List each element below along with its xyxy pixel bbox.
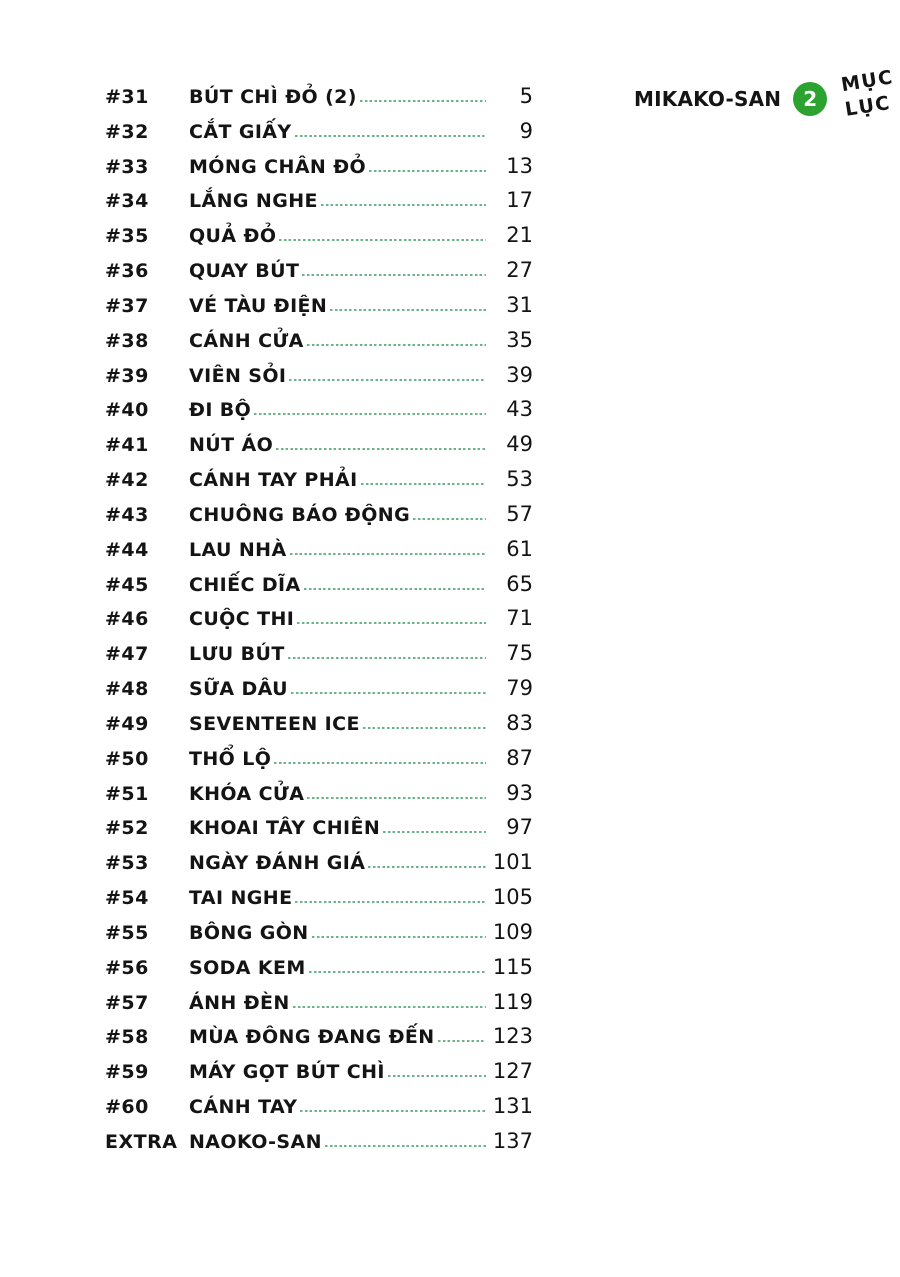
chapter-title: MÓNG CHÂN ĐỎ	[189, 155, 367, 178]
toc-entry	[105, 218, 533, 253]
page-number: 137	[492, 1128, 533, 1153]
toc-entry	[105, 1054, 533, 1089]
page-number: 105	[492, 885, 533, 910]
chapter-title: QUẢ ĐỎ	[189, 225, 277, 248]
dot-leader	[297, 622, 486, 624]
series-title: MIKAKO-SAN	[634, 87, 782, 112]
chapter-number: #51	[105, 782, 149, 805]
chapter-number: #35	[105, 225, 149, 248]
page-number: 35	[506, 327, 533, 352]
chapter-number: #53	[105, 852, 149, 875]
chapter-title: SEVENTEEN ICE	[189, 712, 360, 735]
toc-entry	[105, 532, 533, 567]
toc-label-line1: MỤC	[839, 66, 896, 97]
chapter-title: ÁNH ĐÈN	[189, 991, 290, 1014]
toc-entry	[105, 1124, 533, 1159]
chapter-title: QUAY BÚT	[189, 260, 300, 283]
dot-leader	[325, 1145, 486, 1147]
dot-leader	[289, 379, 486, 381]
chapter-number: #42	[105, 469, 149, 492]
chapter-number: #45	[105, 573, 149, 596]
toc-entry	[105, 253, 533, 288]
toc-entry	[105, 915, 533, 950]
chapter-number: #52	[105, 817, 149, 840]
dot-leader	[438, 1040, 486, 1042]
page-number: 75	[506, 641, 533, 666]
chapter-number: #41	[105, 434, 149, 457]
chapter-title: CHIẾC DĨA	[189, 573, 301, 596]
page-number: 123	[492, 1024, 533, 1049]
chapter-title: VIÊN SỎI	[189, 364, 287, 387]
dot-leader	[413, 518, 486, 520]
volume-badge	[793, 82, 827, 116]
toc-entry	[105, 810, 533, 845]
chapter-title: CÁNH TAY	[189, 1096, 298, 1119]
toc-entry	[105, 462, 533, 497]
dot-leader	[363, 727, 486, 729]
toc-entry	[105, 358, 533, 393]
toc-entry	[105, 950, 533, 985]
chapter-title: BÚT CHÌ ĐỎ (2)	[189, 86, 357, 108]
chapter-title: KHÓA CỬA	[189, 782, 305, 805]
page-number: 65	[506, 571, 533, 596]
toc-entry	[105, 671, 533, 706]
toc-entry	[105, 323, 533, 358]
page-number: 57	[506, 501, 533, 526]
page-number: 5	[519, 84, 533, 108]
dot-leader	[388, 1075, 486, 1077]
toc-entry	[105, 1019, 533, 1054]
page-number: 13	[506, 153, 533, 178]
chapter-number: #46	[105, 608, 149, 631]
page-number: 127	[492, 1059, 533, 1084]
chapter-number: #37	[105, 294, 149, 317]
chapter-title: MÙA ĐÔNG ĐANG ĐẾN	[189, 1026, 435, 1049]
page-number: 97	[506, 815, 533, 840]
chapter-number: #32	[105, 120, 149, 143]
chapter-number: #59	[105, 1061, 149, 1084]
page-number: 115	[492, 954, 533, 979]
dot-leader	[312, 936, 486, 938]
page-number: 101	[492, 850, 533, 875]
toc-entry	[105, 149, 533, 184]
page-number: 39	[506, 362, 533, 387]
dot-leader	[300, 1110, 486, 1112]
toc-entry	[105, 183, 533, 218]
toc-entry	[105, 392, 533, 427]
toc-entry	[105, 636, 533, 671]
dot-leader	[361, 483, 486, 485]
toc-entry	[105, 845, 533, 880]
chapter-number: #44	[105, 538, 149, 561]
chapter-number: #54	[105, 887, 149, 910]
dot-leader	[321, 204, 486, 206]
dot-leader	[304, 588, 486, 590]
page-number: 43	[506, 397, 533, 422]
chapter-number: #36	[105, 260, 149, 283]
page-number: 79	[506, 676, 533, 701]
dot-leader	[360, 100, 486, 102]
page-number: 53	[506, 467, 533, 492]
page-number: 109	[492, 919, 533, 944]
chapter-number: #49	[105, 712, 149, 735]
chapter-title: MÁY GỌT BÚT CHÌ	[189, 1061, 385, 1084]
dot-leader	[279, 239, 486, 241]
dot-leader	[295, 901, 485, 903]
chapter-number: #33	[105, 155, 149, 178]
page-number: 83	[506, 710, 533, 735]
toc-label-line2: LỤC	[843, 92, 893, 121]
dot-leader	[291, 692, 486, 694]
chapter-number: #58	[105, 1026, 149, 1049]
toc-entry	[105, 741, 533, 776]
page-number: 49	[506, 432, 533, 457]
page-number: 93	[506, 780, 533, 805]
dot-leader	[330, 309, 486, 311]
chapter-number: #43	[105, 503, 149, 526]
dot-leader	[368, 866, 486, 868]
page-number: 61	[506, 536, 533, 561]
chapter-number: #57	[105, 991, 149, 1014]
chapter-title: NÚT ÁO	[189, 434, 274, 457]
page-number: 17	[506, 188, 533, 213]
dot-leader	[295, 135, 486, 137]
chapter-number: #47	[105, 643, 149, 666]
toc-entry	[105, 114, 533, 149]
chapter-title: LAU NHÀ	[189, 538, 287, 561]
chapter-title: NGÀY ĐÁNH GIÁ	[189, 852, 366, 875]
toc-label	[840, 65, 900, 123]
dot-leader	[293, 1006, 486, 1008]
toc-entry	[105, 706, 533, 741]
page-number: 27	[506, 258, 533, 283]
chapter-number: #60	[105, 1096, 149, 1119]
page-number: 21	[506, 223, 533, 248]
toc-entry	[105, 880, 533, 915]
page-number: 87	[506, 745, 533, 770]
chapter-title: CẮT GIẤY	[189, 120, 292, 143]
toc-entry	[105, 985, 533, 1020]
toc-entry	[105, 1089, 533, 1124]
toc-entry	[105, 601, 533, 636]
toc-entry	[105, 288, 533, 323]
chapter-number: #40	[105, 399, 149, 422]
dot-leader	[254, 413, 486, 415]
page-number: 131	[492, 1094, 533, 1119]
volume-number: 2	[803, 87, 818, 112]
dot-leader	[290, 553, 486, 555]
chapter-number: #48	[105, 678, 149, 701]
chapter-title: KHOAI TÂY CHIÊN	[189, 817, 381, 840]
chapter-title: CÁNH TAY PHẢI	[189, 469, 358, 492]
page-number: 31	[506, 292, 533, 317]
toc-entry	[105, 776, 533, 811]
dot-leader	[309, 971, 486, 973]
chapter-number: #34	[105, 190, 149, 213]
chapter-number: #38	[105, 329, 149, 352]
chapter-title: NAOKO-SAN	[189, 1130, 322, 1153]
chapter-title: ĐI BỘ	[189, 399, 252, 422]
chapter-title: TAI NGHE	[189, 887, 293, 910]
chapter-number: #50	[105, 747, 149, 770]
chapter-title: SỮA DÂU	[189, 678, 288, 701]
chapter-title: CÁNH CỬA	[189, 329, 304, 352]
chapter-number: #31	[105, 86, 149, 108]
toc-entry	[105, 79, 533, 114]
chapter-number: #39	[105, 364, 149, 387]
chapter-number: EXTRA	[105, 1130, 178, 1153]
dot-leader	[274, 762, 486, 764]
page-header	[634, 66, 896, 121]
chapter-number: #56	[105, 956, 149, 979]
chapter-title: CUỘC THI	[189, 608, 295, 631]
chapter-title: CHUÔNG BÁO ĐỘNG	[189, 503, 411, 526]
toc-entry	[105, 427, 533, 462]
dot-leader	[302, 274, 486, 276]
chapter-number: #55	[105, 921, 149, 944]
toc-list	[105, 79, 533, 1159]
dot-leader	[383, 831, 486, 833]
dot-leader	[307, 797, 486, 799]
chapter-title: LƯU BÚT	[189, 643, 285, 666]
dot-leader	[307, 344, 486, 346]
page-number: 71	[506, 606, 533, 631]
page-number: 119	[492, 989, 533, 1014]
chapter-title: LẮNG NGHE	[189, 190, 318, 213]
chapter-title: THỔ LỘ	[189, 747, 272, 770]
chapter-title: SODA KEM	[189, 956, 306, 979]
chapter-title: VÉ TÀU ĐIỆN	[189, 294, 328, 317]
dot-leader	[288, 657, 486, 659]
toc-entry	[105, 567, 533, 602]
chapter-title: BÔNG GÒN	[189, 921, 309, 944]
page-number: 9	[519, 118, 533, 143]
dot-leader	[276, 448, 486, 450]
dot-leader	[369, 170, 486, 172]
toc-entry	[105, 497, 533, 532]
